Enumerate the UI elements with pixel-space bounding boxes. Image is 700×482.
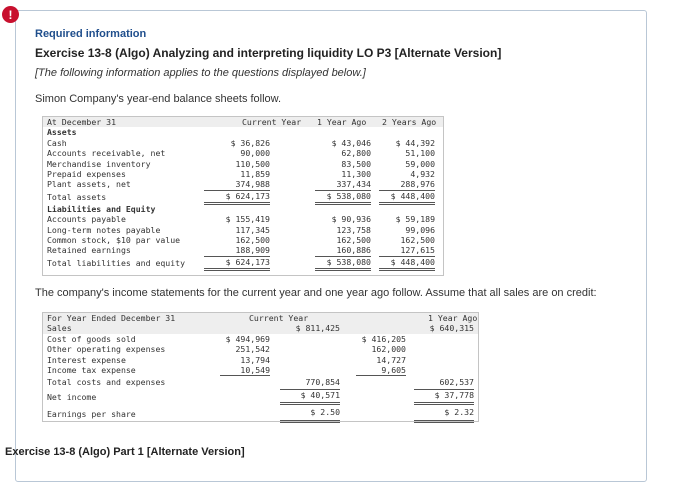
value-cell: 110,500 xyxy=(235,158,270,169)
value-cell: $ 59,189 xyxy=(395,214,435,225)
value-cell: $ 494,969 xyxy=(225,333,270,344)
value-cell: 99,096 xyxy=(405,224,435,235)
value-cell: $ 538,080 xyxy=(315,256,371,271)
row-label: Plant assets, net xyxy=(47,179,131,190)
value-cell: $ 36,826 xyxy=(230,137,270,148)
value-cell: $ 155,419 xyxy=(225,214,270,225)
value-cell: $ 624,173 xyxy=(204,190,270,205)
table-row xyxy=(43,256,443,270)
row-label: Accounts receivable, net xyxy=(47,148,166,159)
table-header-row xyxy=(43,117,443,127)
value-cell: 11,859 xyxy=(240,168,270,179)
value-cell: 117,345 xyxy=(235,224,270,235)
value-cell: $ 44,392 xyxy=(395,137,435,148)
row-label: Prepaid expenses xyxy=(47,168,126,179)
value-cell: 162,500 xyxy=(336,234,371,245)
table-row xyxy=(43,204,443,214)
liabilities-heading: Liabilities and Equity xyxy=(47,203,156,214)
income-statement-table xyxy=(42,312,479,422)
table-row xyxy=(43,405,478,423)
value-cell: 59,000 xyxy=(405,158,435,169)
value-cell: 337,434 xyxy=(315,179,371,190)
row-label: Total assets xyxy=(47,191,107,202)
required-information-heading: Required information xyxy=(35,28,147,40)
col-1-year-ago: 1 Year Ago xyxy=(428,313,478,323)
value-cell: 162,500 xyxy=(400,234,435,245)
value-cell: 251,542 xyxy=(235,344,270,355)
row-label: Cash xyxy=(47,137,67,148)
row-label: Other operating expenses xyxy=(47,344,166,355)
table-row xyxy=(43,323,478,333)
value-cell: 10,549 xyxy=(220,365,270,376)
table-row xyxy=(43,214,443,224)
value-cell: 4,932 xyxy=(410,168,435,179)
value-cell: 90,000 xyxy=(240,148,270,159)
value-cell: 602,537 xyxy=(414,375,474,390)
balance-sheet-table xyxy=(42,116,444,276)
row-label: Long-term notes payable xyxy=(47,224,161,235)
value-cell: $ 640,315 xyxy=(429,323,474,334)
table-row xyxy=(43,365,478,375)
value-cell: 188,909 xyxy=(204,245,270,256)
value-cell: 14,727 xyxy=(376,354,406,365)
exercise-title: Exercise 13-8 (Algo) Analyzing and interpreting liquidity LO P3 [Alternate Version] xyxy=(35,46,502,60)
header-label: For Year Ended December 31 xyxy=(47,313,176,323)
row-label: Interest expense xyxy=(47,354,126,365)
header-label: At December 31 xyxy=(47,117,117,127)
balance-sheet-intro: Simon Company's year-end balance sheets follow. xyxy=(35,93,282,105)
row-label: Earnings per share xyxy=(47,409,136,420)
value-cell: 160,886 xyxy=(315,245,371,256)
value-cell: $ 2.50 xyxy=(280,405,340,423)
row-label: Accounts payable xyxy=(47,214,126,225)
row-label: Sales xyxy=(47,323,72,334)
row-label: Net income xyxy=(47,392,97,403)
table-row xyxy=(43,225,443,235)
value-cell: 162,000 xyxy=(371,344,406,355)
table-row xyxy=(43,179,443,189)
assets-heading: Assets xyxy=(47,127,77,138)
value-cell: $ 624,173 xyxy=(204,256,270,271)
table-row xyxy=(43,355,478,365)
value-cell: 11,300 xyxy=(341,168,371,179)
value-cell: 9,605 xyxy=(356,365,406,376)
row-label: Income tax expense xyxy=(47,364,136,375)
value-cell: $ 448,400 xyxy=(379,256,435,271)
next-section-heading: Exercise 13-8 (Algo) Part 1 [Alternate Version] xyxy=(5,446,245,458)
info-note: [The following information applies to the questions displayed below.] xyxy=(35,67,366,79)
value-cell: 13,794 xyxy=(240,354,270,365)
value-cell: 123,758 xyxy=(336,224,371,235)
value-cell: 288,976 xyxy=(379,179,435,190)
value-cell: $ 811,425 xyxy=(295,323,340,334)
col-current-year: Current Year xyxy=(249,313,309,323)
table-row xyxy=(43,190,443,204)
col-1-year-ago: 1 Year Ago xyxy=(317,117,367,127)
value-cell: $ 538,080 xyxy=(315,190,371,205)
value-cell: 374,988 xyxy=(204,179,270,190)
value-cell: 62,800 xyxy=(341,148,371,159)
table-row xyxy=(43,245,443,255)
table-row xyxy=(43,375,478,389)
col-2-years-ago: 2 Years Ago xyxy=(382,117,437,127)
col-current-year: Current Year xyxy=(242,117,302,127)
table-header-row xyxy=(43,313,478,323)
value-cell: 162,500 xyxy=(235,234,270,245)
row-label: Total costs and expenses xyxy=(47,377,166,388)
row-label: Merchandise inventory xyxy=(47,158,151,169)
value-cell: $ 37,778 xyxy=(414,389,474,405)
value-cell: $ 2.32 xyxy=(414,405,474,423)
table-row xyxy=(43,344,478,354)
value-cell: $ 43,046 xyxy=(331,137,371,148)
value-cell: $ 416,205 xyxy=(361,333,406,344)
value-cell: $ 40,571 xyxy=(280,389,340,405)
value-cell: 770,854 xyxy=(280,375,340,390)
table-row xyxy=(43,235,443,245)
row-label: Cost of goods sold xyxy=(47,333,136,344)
table-row xyxy=(43,138,443,148)
table-row xyxy=(43,169,443,179)
alert-icon: ! xyxy=(2,6,19,23)
row-label: Total liabilities and equity xyxy=(47,257,186,268)
row-label: Common stock, $10 par value xyxy=(47,234,181,245)
table-row xyxy=(43,389,478,405)
table-row xyxy=(43,127,443,137)
value-cell: 127,615 xyxy=(379,245,435,256)
value-cell: $ 90,936 xyxy=(331,214,371,225)
table-row xyxy=(43,334,478,344)
table-row xyxy=(43,148,443,158)
table-row xyxy=(43,159,443,169)
income-statement-intro: The company's income statements for the current year and one year ago follow. Assume that all sales are on credit: xyxy=(35,287,597,299)
value-cell: $ 448,400 xyxy=(379,190,435,205)
row-label: Retained earnings xyxy=(47,245,131,256)
value-cell: 83,500 xyxy=(341,158,371,169)
value-cell: 51,100 xyxy=(405,148,435,159)
